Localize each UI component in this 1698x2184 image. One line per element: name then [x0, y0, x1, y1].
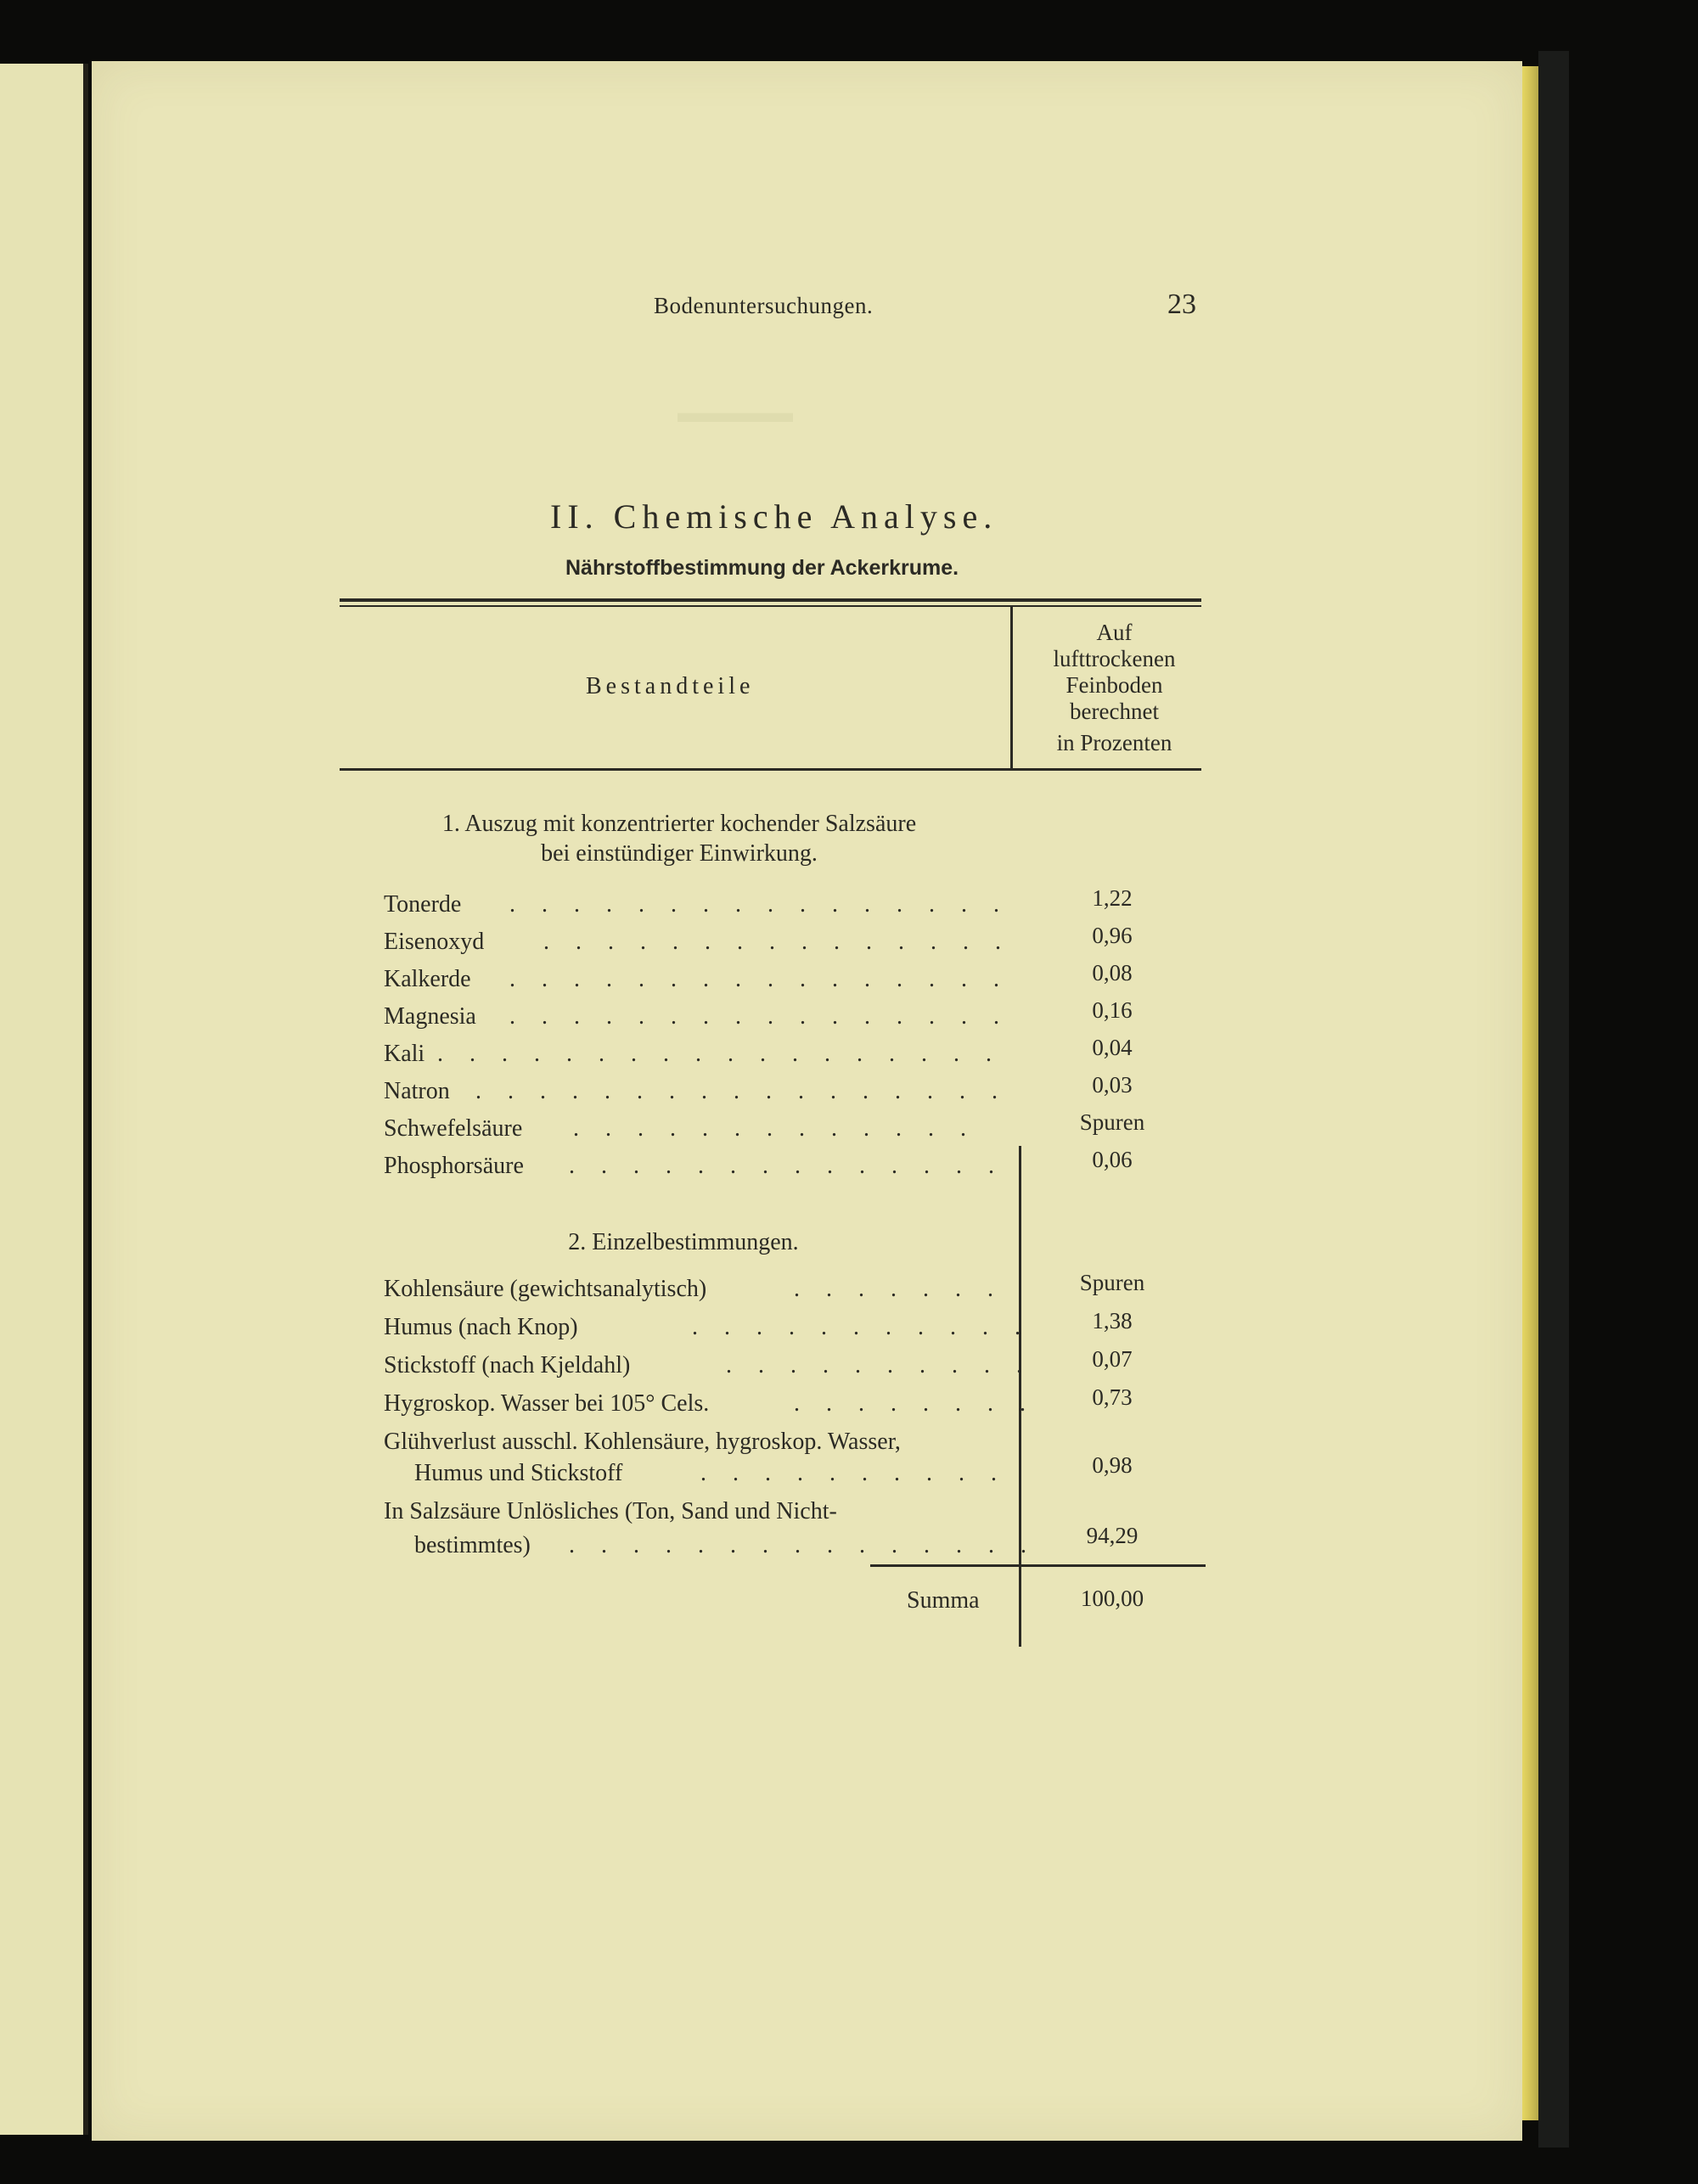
row-value: 0,73 [1092, 1384, 1133, 1410]
left-page-edge [0, 64, 85, 2135]
row-value: 1,22 [1092, 885, 1133, 911]
row-label: In Salzsäure Unlösliches (Ton, Sand und Nicht- [384, 1498, 837, 1524]
summa-value: 100,00 [1080, 1586, 1144, 1611]
header-column-divider [1010, 607, 1013, 768]
section-title: II. Chemische Analyse. [550, 497, 998, 536]
leader-dots: . . . . . . . . . . . . . . . [543, 929, 1011, 955]
table-top-rule [340, 598, 1201, 602]
column-header-line: lufttrockenen [1053, 646, 1176, 671]
row-label-continued: bestimmtes) [414, 1532, 531, 1558]
leader-dots: . . . . . . . . . . [726, 1352, 1032, 1378]
book-cover [1538, 51, 1569, 2148]
leader-dots: . . . . . . . . . . . [692, 1314, 1031, 1340]
book-spine [83, 64, 88, 2135]
summa-label: Summa [907, 1587, 980, 1614]
row-value: Spuren [1079, 1109, 1145, 1135]
leader-dots: . . . . . . . . . . . . . [573, 1115, 976, 1142]
group2-title: 2. Einzelbestimmungen. [568, 1229, 799, 1255]
leader-dots: . . . . . . . . . . . . . . [569, 1153, 1004, 1179]
row-label: Phosphorsäure [384, 1153, 524, 1179]
page-number: 23 [1167, 289, 1196, 320]
row-value: 94,29 [1086, 1523, 1139, 1548]
leader-dots: . . . . . . . . [794, 1390, 1036, 1417]
leader-dots: . . . . . . . . . . . . . . . . . [475, 1078, 1008, 1104]
row-value: Spuren [1079, 1270, 1145, 1295]
leader-dots: . . . . . . . . . . . . . . . . . . [437, 1041, 1002, 1067]
row-label: Eisenoxyd [384, 929, 485, 955]
row-value: 0,03 [1092, 1072, 1133, 1098]
row-label: Kohlensäure (gewichtsanalytisch) [384, 1276, 707, 1302]
column-header-bestandteile: Bestandteile [586, 673, 755, 699]
row-label: Hygroskop. Wasser bei 105° Cels. [384, 1390, 710, 1417]
leader-dots: . . . . . . . . . . . . . . . . [509, 1003, 1009, 1030]
group1-title-line1: 1. Auszug mit konzentrierter kochender Salzsäure [441, 811, 917, 837]
column-header-line: in Prozenten [1056, 730, 1172, 755]
row-value: 0,16 [1092, 997, 1133, 1023]
row-value: 0,06 [1092, 1147, 1133, 1172]
row-value: 0,04 [1092, 1035, 1133, 1060]
row-label: Glühverlust ausschl. Kohlensäure, hygroskop. Wasser, [384, 1429, 901, 1455]
row-value: 0,96 [1092, 923, 1133, 948]
row-label: Tonerde [384, 891, 462, 918]
row-label: Humus (nach Knop) [384, 1314, 578, 1340]
leader-dots: . . . . . . . . . . . . . . . . [509, 966, 1009, 992]
leader-dots: . . . . . . . . . . [700, 1460, 1007, 1486]
column-header-line: Auf [1096, 620, 1133, 645]
row-label: Kali [384, 1041, 425, 1067]
section-subtitle: Nährstoffbestimmung der Ackerkrume. [565, 556, 959, 580]
column-header-prozenten [1015, 620, 1214, 756]
column-header-line: berechnet [1070, 699, 1159, 724]
group1-title-line2: bei einstündiger Einwirkung. [541, 840, 818, 867]
summa-rule [870, 1564, 1206, 1567]
row-value: 0,98 [1092, 1452, 1133, 1478]
running-head: Bodenuntersuchungen. [654, 293, 874, 318]
row-value: 0,07 [1092, 1346, 1133, 1372]
header-bottom-rule [340, 768, 1201, 771]
row-value: 1,38 [1092, 1308, 1133, 1333]
leader-dots: . . . . . . . . . . . . . . . . [509, 891, 1009, 918]
row-label: Schwefelsäure [384, 1115, 523, 1142]
row-label-continued: Humus und Stickstoff [414, 1460, 623, 1486]
leader-dots: . . . . . . . . . . . . . . . [569, 1532, 1037, 1558]
row-label: Magnesia [384, 1003, 476, 1030]
column-header-line: Feinboden [1065, 672, 1163, 698]
leader-dots: . . . . . . . [794, 1276, 1004, 1302]
row-label: Stickstoff (nach Kjeldahl) [384, 1352, 631, 1378]
row-label: Kalkerde [384, 966, 471, 992]
table-top-rule-thin [340, 605, 1201, 607]
row-label: Natron [384, 1078, 450, 1104]
row-value: 0,08 [1092, 960, 1133, 985]
bleed-through: ▬▬▬▬ [678, 396, 793, 429]
